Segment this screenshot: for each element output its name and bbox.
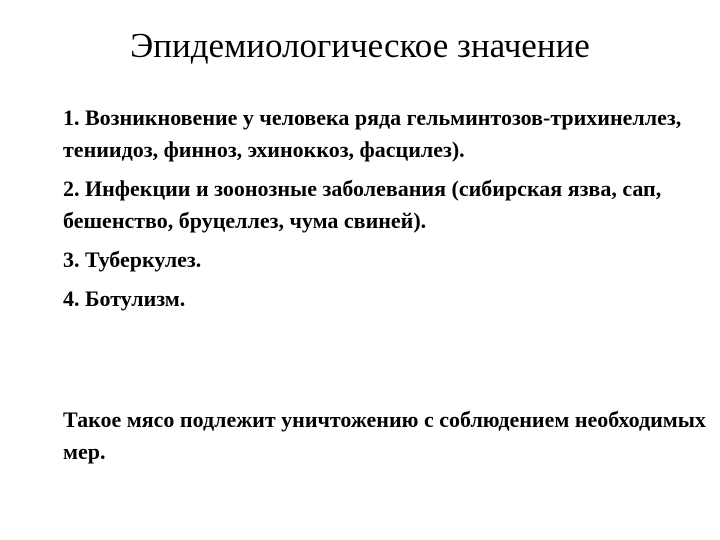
list-item: 1. Возникновение у человека ряда гельминтозов-трихинеллез, тениидоз, финноз, эхиноккоз, фасцилез). bbox=[63, 105, 682, 162]
conclusion-text: Такое мясо подлежит уничтожению с соблюдением необходимых мер. bbox=[63, 407, 706, 464]
list-item: 2. Инфекции и зоонозные заболевания (сибирская язва, сап, бешенство, бруцеллез, чума свиней). bbox=[63, 176, 662, 233]
significance-list bbox=[63, 102, 713, 322]
list-item: 4. Ботулизм. bbox=[63, 286, 186, 311]
list-item: 3. Туберкулез. bbox=[63, 247, 202, 272]
slide-title: Эпидемиологическое значение bbox=[130, 26, 590, 65]
